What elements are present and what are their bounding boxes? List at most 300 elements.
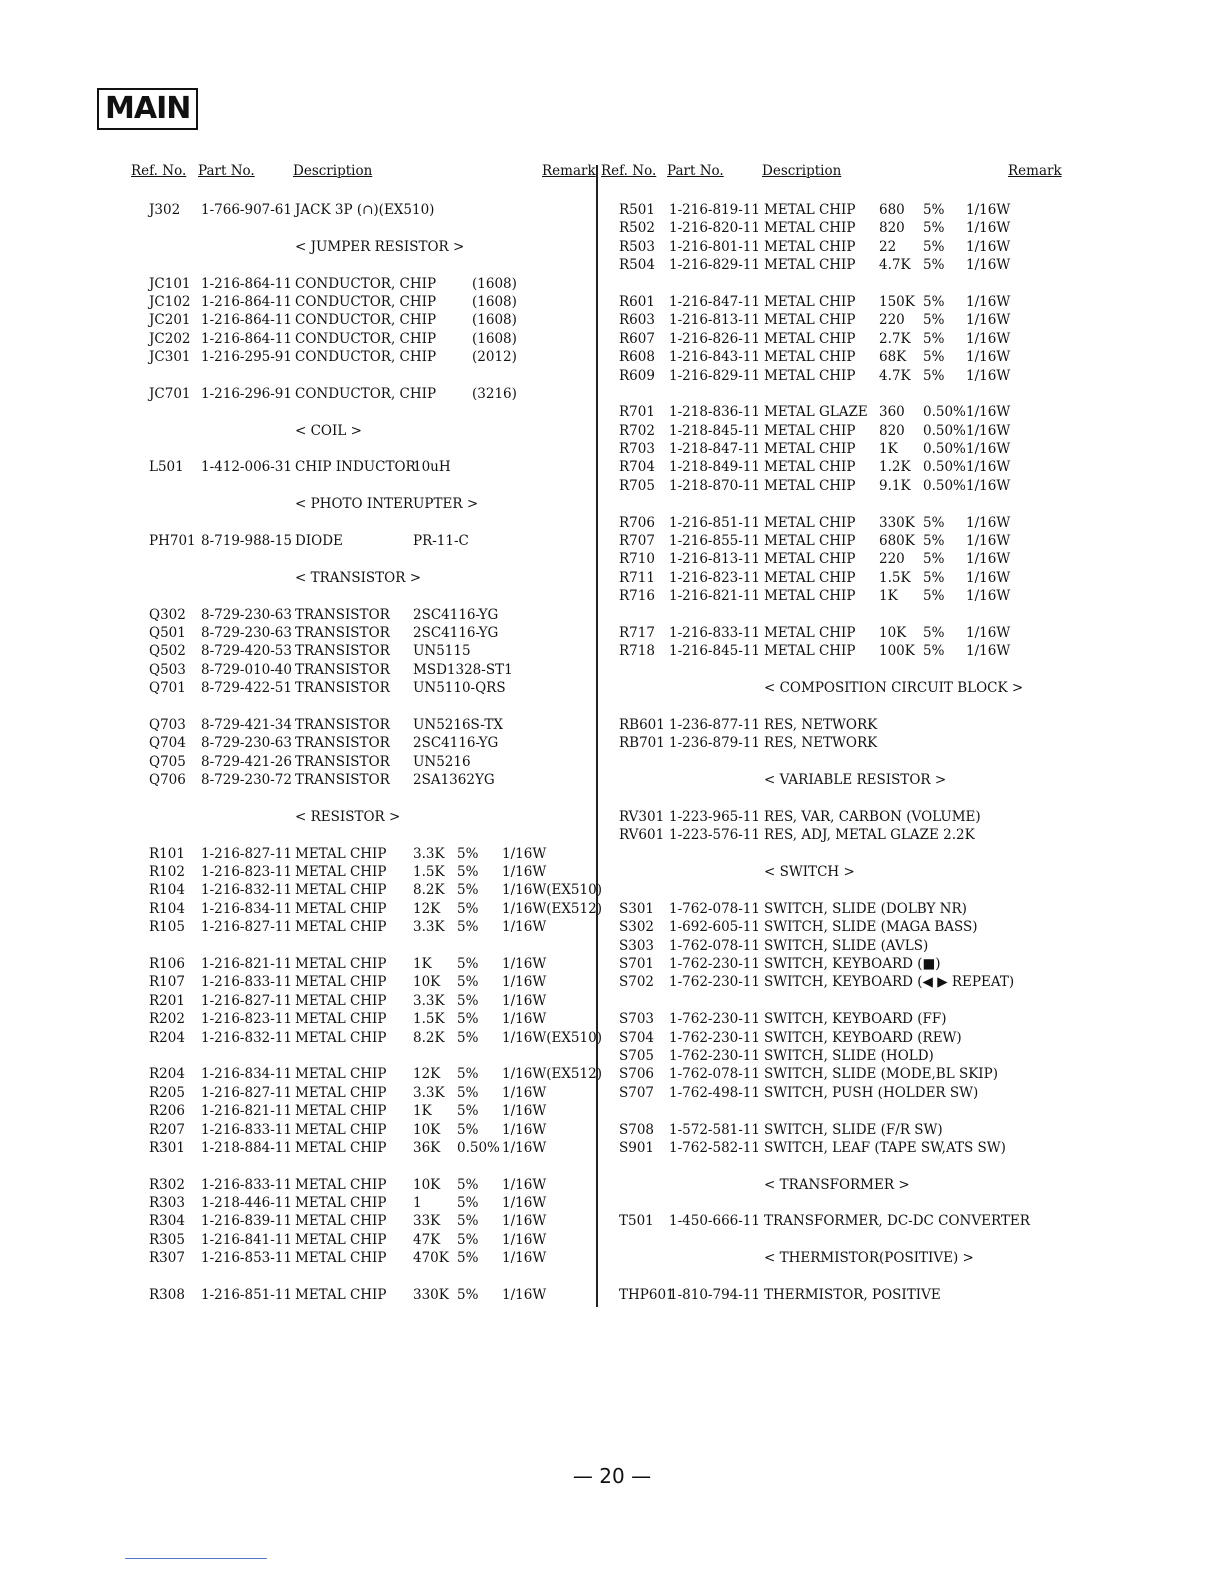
section-heading-text: < COIL > bbox=[295, 422, 362, 439]
tolerance: 0.50% bbox=[923, 441, 966, 458]
part-no: 1-762-230-11 bbox=[669, 956, 760, 973]
tolerance: 5% bbox=[457, 1213, 479, 1230]
size-remark: (1608) bbox=[472, 312, 517, 329]
rating: 1/16W bbox=[966, 257, 1011, 274]
tolerance: 5% bbox=[923, 643, 945, 660]
tolerance: 5% bbox=[457, 900, 479, 917]
description: TRANSISTOR bbox=[295, 772, 390, 789]
page-title: MAIN bbox=[97, 88, 198, 130]
tolerance: 5% bbox=[457, 1029, 479, 1046]
part-no: 1-216-823-11 bbox=[669, 569, 760, 586]
ref-no: JC201 bbox=[149, 312, 191, 329]
ref-no: Q704 bbox=[149, 735, 186, 752]
part-no: 1-216-833-11 bbox=[201, 1121, 292, 1138]
part-no: 1-810-794-11 bbox=[669, 1287, 760, 1304]
description: RES, ADJ, METAL GLAZE 2.2K bbox=[764, 827, 975, 844]
ref-no: R703 bbox=[619, 441, 655, 458]
part-no: 1-216-821-11 bbox=[201, 1103, 292, 1120]
value: 10uH bbox=[413, 459, 451, 476]
ref-no: R717 bbox=[619, 624, 655, 641]
part-row bbox=[598, 330, 1224, 348]
header-part-no: Part No. bbox=[198, 163, 255, 179]
value: 2SC4116-YG bbox=[413, 735, 499, 752]
description: METAL CHIP bbox=[764, 238, 856, 255]
ref-no: R302 bbox=[149, 1176, 185, 1193]
ref-no: R608 bbox=[619, 349, 655, 366]
ref-no: JC701 bbox=[149, 385, 191, 402]
section-heading bbox=[598, 1249, 1224, 1267]
tolerance: 5% bbox=[923, 257, 945, 274]
part-row bbox=[0, 992, 596, 1010]
tolerance: 5% bbox=[457, 845, 479, 862]
part-row bbox=[0, 955, 596, 973]
ref-no: R207 bbox=[149, 1121, 185, 1138]
ref-no: RB601 bbox=[619, 716, 665, 733]
blank-row bbox=[598, 881, 1224, 899]
value: 4.7K bbox=[879, 367, 911, 384]
value: 2SC4116-YG bbox=[413, 606, 499, 623]
ref-no: S706 bbox=[619, 1066, 655, 1083]
header-description: Description bbox=[293, 163, 373, 179]
ref-no: Q503 bbox=[149, 661, 186, 678]
blank-row bbox=[598, 1231, 1224, 1249]
part-row bbox=[0, 734, 596, 752]
description: METAL CHIP bbox=[764, 312, 856, 329]
value: 1 bbox=[413, 1195, 422, 1212]
part-no: 1-216-832-11 bbox=[201, 1029, 292, 1046]
blank-row bbox=[0, 1268, 596, 1286]
part-no: 1-216-847-11 bbox=[669, 293, 760, 310]
part-no: 8-729-230-72 bbox=[201, 772, 292, 789]
ref-no: R702 bbox=[619, 422, 655, 439]
blank-row bbox=[598, 790, 1224, 808]
size-remark: (1608) bbox=[472, 275, 517, 292]
part-row bbox=[0, 293, 596, 311]
rating: 1/16W bbox=[966, 477, 1011, 494]
scan-line-mark bbox=[125, 1558, 267, 1559]
description: SWITCH, SLIDE (HOLD) bbox=[764, 1047, 934, 1064]
part-no: 1-412-006-31 bbox=[201, 459, 292, 476]
description: JACK 3P (∩)(EX510) bbox=[295, 202, 435, 218]
description: METAL CHIP bbox=[764, 422, 856, 439]
part-no: 1-216-813-11 bbox=[669, 551, 760, 568]
part-row bbox=[0, 918, 596, 936]
section-heading-text: < TRANSFORMER > bbox=[764, 1176, 910, 1193]
ref-no: R603 bbox=[619, 312, 655, 329]
value: 10K bbox=[413, 974, 441, 991]
tolerance: 5% bbox=[923, 588, 945, 605]
ref-no: S707 bbox=[619, 1084, 655, 1101]
part-row bbox=[598, 1121, 1224, 1139]
ref-no: R706 bbox=[619, 514, 655, 531]
tolerance: 5% bbox=[923, 293, 945, 310]
ref-no: Q705 bbox=[149, 753, 186, 770]
part-row bbox=[0, 348, 596, 366]
value: UN5216 bbox=[413, 753, 471, 770]
description: METAL CHIP bbox=[764, 477, 856, 494]
part-row bbox=[0, 642, 596, 660]
header-part-no-right: Part No. bbox=[667, 163, 724, 179]
ref-no: R504 bbox=[619, 257, 655, 274]
section-heading bbox=[598, 863, 1224, 881]
description: SWITCH, LEAF (TAPE SW,ATS SW) bbox=[764, 1139, 1006, 1156]
part-no: 1-216-295-91 bbox=[201, 349, 292, 366]
ref-no: S302 bbox=[619, 919, 655, 936]
description: METAL CHIP bbox=[295, 1011, 387, 1028]
part-no: 1-762-078-11 bbox=[669, 900, 760, 917]
description: METAL CHIP bbox=[295, 882, 387, 899]
tolerance: 5% bbox=[923, 202, 945, 218]
blank-row bbox=[0, 514, 596, 532]
blank-row bbox=[0, 477, 596, 495]
rating: 1/16W bbox=[966, 312, 1011, 329]
description: METAL CHIP bbox=[295, 1139, 387, 1156]
tolerance: 0.50% bbox=[923, 459, 966, 476]
description: METAL CHIP bbox=[764, 441, 856, 458]
part-row bbox=[598, 238, 1224, 256]
part-row bbox=[598, 440, 1224, 458]
ref-no: R102 bbox=[149, 864, 185, 881]
ref-no: THP601 bbox=[619, 1287, 675, 1304]
value: 10K bbox=[413, 1121, 441, 1138]
section-heading-text: < VARIABLE RESISTOR > bbox=[764, 772, 947, 789]
part-row bbox=[0, 1029, 602, 1047]
blank-row bbox=[0, 367, 596, 385]
value: UN5115 bbox=[413, 643, 471, 660]
part-no: 1-216-827-11 bbox=[201, 845, 292, 862]
description: METAL CHIP bbox=[764, 514, 856, 531]
description: THERMISTOR, POSITIVE bbox=[764, 1287, 941, 1304]
value: 1K bbox=[879, 441, 898, 458]
blank-row bbox=[0, 219, 596, 237]
part-no: 8-729-421-26 bbox=[201, 753, 292, 770]
part-row bbox=[598, 937, 1224, 955]
description: METAL CHIP bbox=[764, 330, 856, 347]
header-ref-no: Ref. No. bbox=[131, 163, 187, 179]
tolerance: 5% bbox=[457, 1195, 479, 1212]
ref-no: PH701 bbox=[149, 533, 196, 550]
value: 10K bbox=[413, 1176, 441, 1193]
value: 8.2K bbox=[413, 1029, 445, 1046]
size-remark: (2012) bbox=[472, 349, 517, 366]
description: TRANSISTOR bbox=[295, 753, 390, 770]
ref-no: R205 bbox=[149, 1084, 185, 1101]
part-row bbox=[598, 1010, 1224, 1028]
part-no: 1-216-821-11 bbox=[201, 956, 292, 973]
part-row bbox=[598, 826, 1224, 844]
ref-no: R304 bbox=[149, 1213, 185, 1230]
ref-no: Q701 bbox=[149, 680, 186, 697]
part-row bbox=[598, 403, 1224, 421]
tolerance: 5% bbox=[923, 551, 945, 568]
part-row bbox=[0, 624, 596, 642]
description: METAL CHIP bbox=[764, 624, 856, 641]
description: METAL CHIP bbox=[295, 900, 387, 917]
description: CONDUCTOR, CHIP bbox=[295, 293, 437, 310]
description: METAL CHIP bbox=[295, 1250, 387, 1267]
part-no: 1-216-864-11 bbox=[201, 293, 292, 310]
ref-no: S705 bbox=[619, 1047, 655, 1064]
value: 3.3K bbox=[413, 992, 445, 1009]
section-heading bbox=[0, 569, 596, 587]
ref-no: R105 bbox=[149, 919, 185, 936]
ref-no: RV601 bbox=[619, 827, 665, 844]
tolerance: 5% bbox=[923, 569, 945, 586]
ref-no: R204 bbox=[149, 1029, 185, 1046]
part-no: 1-216-833-11 bbox=[669, 624, 760, 641]
tolerance: 5% bbox=[923, 220, 945, 237]
part-row bbox=[0, 900, 602, 918]
ref-no: Q302 bbox=[149, 606, 186, 623]
part-row bbox=[0, 753, 596, 771]
rating: 1/16W bbox=[502, 974, 547, 991]
part-no: 1-218-446-11 bbox=[201, 1195, 292, 1212]
ref-no: S703 bbox=[619, 1011, 655, 1028]
rating: 1/16W bbox=[502, 1139, 547, 1156]
ref-no: R106 bbox=[149, 956, 185, 973]
ref-no: R104 bbox=[149, 882, 185, 899]
part-row bbox=[0, 1231, 596, 1249]
description: CONDUCTOR, CHIP bbox=[295, 275, 437, 292]
value: 2SA1362YG bbox=[413, 772, 495, 789]
blank-row bbox=[598, 753, 1224, 771]
value: UN5216S-TX bbox=[413, 716, 503, 733]
part-row bbox=[598, 642, 1224, 660]
rating: 1/16W bbox=[966, 202, 1011, 218]
blank-row bbox=[0, 937, 596, 955]
value: 820 bbox=[879, 422, 905, 439]
part-no: 1-218-849-11 bbox=[669, 459, 760, 476]
part-row bbox=[598, 1047, 1224, 1065]
header-description-right: Description bbox=[762, 163, 842, 179]
part-row bbox=[0, 881, 602, 899]
ref-no: Q703 bbox=[149, 716, 186, 733]
description: SWITCH, SLIDE (MAGA BASS) bbox=[764, 919, 978, 936]
part-no: 1-223-965-11 bbox=[669, 808, 760, 825]
part-no: 1-216-834-11 bbox=[201, 900, 292, 917]
ref-no: R201 bbox=[149, 992, 185, 1009]
value: 3.3K bbox=[413, 919, 445, 936]
description: METAL CHIP bbox=[295, 956, 387, 973]
tolerance: 5% bbox=[457, 974, 479, 991]
tolerance: 5% bbox=[457, 1287, 479, 1304]
tolerance: 5% bbox=[457, 992, 479, 1009]
value: 22 bbox=[879, 238, 897, 255]
size-remark: (1608) bbox=[472, 330, 517, 347]
size-remark: (1608) bbox=[472, 293, 517, 310]
part-no: 1-216-843-11 bbox=[669, 349, 760, 366]
parts-list-right bbox=[598, 201, 1224, 1304]
value: 2.7K bbox=[879, 330, 911, 347]
part-row bbox=[0, 863, 596, 881]
part-row bbox=[598, 1139, 1224, 1157]
ref-no: J302 bbox=[149, 202, 181, 218]
part-no: 8-729-421-34 bbox=[201, 716, 292, 733]
ref-no: S303 bbox=[619, 937, 655, 954]
part-row bbox=[598, 514, 1224, 532]
ref-no: R303 bbox=[149, 1195, 185, 1212]
value: 8.2K bbox=[413, 882, 445, 899]
tolerance: 5% bbox=[923, 238, 945, 255]
part-row bbox=[0, 1121, 596, 1139]
description: SWITCH, KEYBOARD (FF) bbox=[764, 1011, 947, 1028]
value: PR-11-C bbox=[413, 533, 469, 550]
ref-no: S702 bbox=[619, 974, 655, 991]
section-heading-text: < SWITCH > bbox=[764, 864, 855, 881]
ref-no: Q502 bbox=[149, 643, 186, 660]
part-no: 1-216-296-91 bbox=[201, 385, 292, 402]
part-no: 8-719-988-15 bbox=[201, 533, 292, 550]
value: 470K bbox=[413, 1250, 449, 1267]
section-heading-text: < TRANSISTOR > bbox=[295, 569, 422, 586]
part-row bbox=[0, 679, 596, 697]
rating: 1/16W bbox=[966, 367, 1011, 384]
description: METAL CHIP bbox=[764, 367, 856, 384]
value: 1.2K bbox=[879, 459, 911, 476]
tolerance: 5% bbox=[457, 882, 479, 899]
value: 47K bbox=[413, 1231, 441, 1248]
tolerance: 5% bbox=[457, 1084, 479, 1101]
part-row bbox=[598, 201, 1224, 219]
rating: 1/16W bbox=[502, 1195, 547, 1212]
rating: 1/16W(EX510) bbox=[502, 882, 602, 899]
ref-no: R607 bbox=[619, 330, 655, 347]
ref-no: S708 bbox=[619, 1121, 655, 1138]
ref-no: R609 bbox=[619, 367, 655, 384]
part-no: 1-216-855-11 bbox=[669, 533, 760, 550]
rating: 1/16W bbox=[966, 569, 1011, 586]
part-row bbox=[0, 311, 596, 329]
part-no: 1-216-820-11 bbox=[669, 220, 760, 237]
rating: 1/16W(EX510) bbox=[502, 1029, 602, 1046]
part-no: 1-692-605-11 bbox=[669, 919, 760, 936]
part-row bbox=[598, 367, 1224, 385]
value: 220 bbox=[879, 312, 905, 329]
part-no: 1-762-230-11 bbox=[669, 974, 760, 991]
part-row bbox=[598, 348, 1224, 366]
blank-row bbox=[598, 1268, 1224, 1286]
blank-row bbox=[0, 403, 596, 421]
value: 10K bbox=[879, 624, 907, 641]
part-no: 1-216-827-11 bbox=[201, 1084, 292, 1101]
part-row bbox=[598, 1212, 1224, 1230]
part-no: 1-216-851-11 bbox=[669, 514, 760, 531]
description: METAL CHIP bbox=[295, 1084, 387, 1101]
value: 68K bbox=[879, 349, 907, 366]
tolerance: 5% bbox=[457, 1011, 479, 1028]
description: METAL CHIP bbox=[295, 864, 387, 881]
part-row bbox=[598, 458, 1224, 476]
part-no: 1-216-834-11 bbox=[201, 1066, 292, 1083]
rating: 1/16W bbox=[966, 422, 1011, 439]
rating: 1/16W bbox=[966, 624, 1011, 641]
description: CONDUCTOR, CHIP bbox=[295, 312, 437, 329]
tolerance: 0.50% bbox=[923, 477, 966, 494]
part-row bbox=[598, 477, 1224, 495]
value: 1K bbox=[413, 956, 432, 973]
part-no: 1-216-801-11 bbox=[669, 238, 760, 255]
ref-no: JC102 bbox=[149, 293, 191, 310]
value: 1.5K bbox=[879, 569, 911, 586]
part-no: 1-236-879-11 bbox=[669, 735, 760, 752]
blank-row bbox=[598, 606, 1224, 624]
part-no: 1-762-078-11 bbox=[669, 1066, 760, 1083]
rating: 1/16W bbox=[966, 293, 1011, 310]
part-no: 1-216-819-11 bbox=[669, 202, 760, 218]
part-no: 1-216-839-11 bbox=[201, 1213, 292, 1230]
ref-no: Q501 bbox=[149, 624, 186, 641]
blank-row bbox=[0, 1157, 596, 1175]
description: TRANSISTOR bbox=[295, 716, 390, 733]
rating: 1/16W bbox=[502, 1213, 547, 1230]
description: SWITCH, PUSH (HOLDER SW) bbox=[764, 1084, 979, 1101]
description: CHIP INDUCTOR bbox=[295, 459, 416, 476]
value: 3.3K bbox=[413, 845, 445, 862]
tolerance: 5% bbox=[923, 624, 945, 641]
tolerance: 5% bbox=[923, 312, 945, 329]
blank-row bbox=[0, 826, 596, 844]
part-row bbox=[0, 1010, 596, 1028]
ref-no: R206 bbox=[149, 1103, 185, 1120]
ref-no: JC202 bbox=[149, 330, 191, 347]
blank-row bbox=[598, 495, 1224, 513]
part-no: 1-218-836-11 bbox=[669, 404, 760, 421]
part-no: 1-216-813-11 bbox=[669, 312, 760, 329]
part-no: 8-729-230-63 bbox=[201, 624, 292, 641]
value: 9.1K bbox=[879, 477, 911, 494]
tolerance: 5% bbox=[457, 1066, 479, 1083]
value: 1K bbox=[879, 588, 898, 605]
blank-row bbox=[598, 275, 1224, 293]
description: SWITCH, KEYBOARD (◀ ▶ REPEAT) bbox=[764, 974, 1015, 991]
description: METAL CHIP bbox=[295, 1213, 387, 1230]
description: SWITCH, KEYBOARD (■) bbox=[764, 956, 941, 973]
ref-no: JC101 bbox=[149, 275, 191, 292]
header-remark-right: Remark bbox=[1008, 163, 1062, 179]
part-row bbox=[598, 422, 1224, 440]
part-no: 1-216-864-11 bbox=[201, 275, 292, 292]
description: METAL CHIP bbox=[295, 1121, 387, 1138]
ref-no: R307 bbox=[149, 1250, 185, 1267]
value: 3.3K bbox=[413, 1084, 445, 1101]
part-no: 1-216-826-11 bbox=[669, 330, 760, 347]
part-row bbox=[0, 973, 596, 991]
description: SWITCH, SLIDE (DOLBY NR) bbox=[764, 900, 967, 917]
description: METAL CHIP bbox=[764, 220, 856, 237]
description: TRANSISTOR bbox=[295, 606, 390, 623]
rating: 1/16W bbox=[966, 330, 1011, 347]
ref-no: R718 bbox=[619, 643, 655, 660]
description: SWITCH, SLIDE (MODE,BL SKIP) bbox=[764, 1066, 998, 1083]
size-remark: (3216) bbox=[472, 385, 517, 402]
part-no: 1-762-498-11 bbox=[669, 1084, 760, 1101]
description: RES, NETWORK bbox=[764, 735, 878, 752]
value: 680 bbox=[879, 202, 905, 218]
section-heading bbox=[0, 422, 596, 440]
description: METAL CHIP bbox=[295, 1176, 387, 1193]
part-no: 1-216-827-11 bbox=[201, 919, 292, 936]
parts-list-left bbox=[0, 201, 602, 1304]
rating: 1/16W bbox=[502, 1011, 547, 1028]
part-no: 1-762-230-11 bbox=[669, 1047, 760, 1064]
value: 33K bbox=[413, 1213, 441, 1230]
blank-row bbox=[598, 385, 1224, 403]
tolerance: 5% bbox=[457, 1121, 479, 1138]
description: METAL CHIP bbox=[295, 1195, 387, 1212]
value: 2SC4116-YG bbox=[413, 624, 499, 641]
description: METAL CHIP bbox=[295, 1103, 387, 1120]
ref-no: R308 bbox=[149, 1287, 185, 1304]
